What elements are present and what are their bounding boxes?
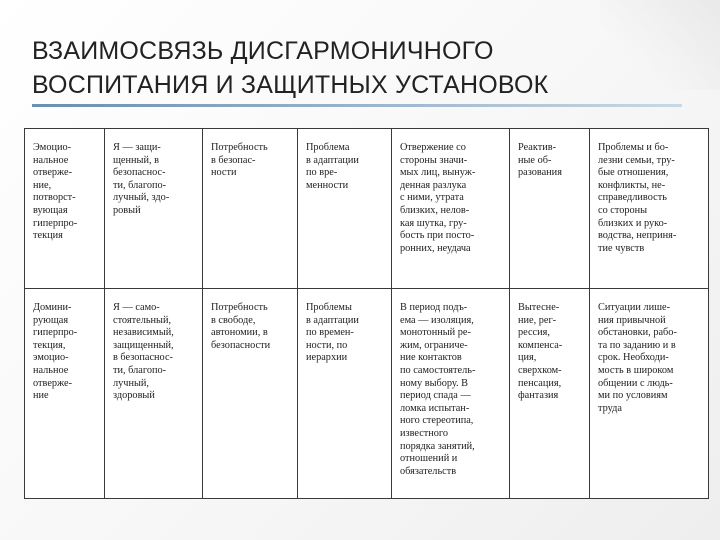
table-cell (392, 129, 510, 289)
slide-title-line-1: ВЗАИМОСВЯЗЬ ДИСГАРМОНИЧНОГО (32, 37, 494, 65)
table-cell (203, 289, 298, 499)
cell-text: Проблемы и бо- лезни семьи, тру- бые отношения, конфликты, не- справедливость со стороны близких и руко- водства, неприня- тие чувств (598, 142, 677, 254)
slide-title (32, 34, 692, 102)
cell-text: Вытесне- ние, рег- рессия, компенса- ция, сверхком- пенсация, фантазия (518, 302, 563, 402)
cell-text: Потребность в безопас- ности (211, 142, 268, 179)
table-row (25, 289, 709, 499)
slide-title-line-2: ВОСПИТАНИЯ И ЗАЩИТНЫХ УСТАНОВОК (32, 71, 549, 99)
table-cell (25, 289, 105, 499)
cell-text: Я — защи- щенный, в безопаснос- ти, благопо- лучный, здо- ровый (113, 142, 170, 216)
cell-text: Проблемы в адаптации по времен- ности, по иерархии (306, 302, 359, 364)
table-cell (298, 129, 392, 289)
table-cell (298, 289, 392, 499)
table-cell (590, 129, 709, 289)
table-cell (105, 289, 203, 499)
table-cell (203, 129, 298, 289)
cell-text: Эмоцио- нальное отверже- ние, потворст- вующая гиперпро- текция (33, 142, 78, 242)
table-cell (105, 129, 203, 289)
cell-text: Реактив- ные об- разования (518, 142, 562, 179)
cell-text: Отвержение со стороны значи- мых лиц, вынуж- денная разлука с ними, утрата близких, нелов- кая шутка, гру- бость при посто- ронних, неудача (400, 142, 476, 254)
table-cell (590, 289, 709, 499)
table-cell (392, 289, 510, 499)
cell-text: Проблема в адаптации по вре- менности (306, 142, 359, 191)
title-underline (32, 104, 682, 107)
table-cell (25, 129, 105, 289)
cell-text: Домини- рующая гиперпро- текция, эмоцио- нальное отверже- ние (33, 302, 78, 402)
table-cell (510, 289, 590, 499)
cell-text: Ситуации лише- ния привычной обстановки, рабо- та по заданию и в срок. Необходи- мость в широком общении с людь- ми по условиям труда (598, 302, 677, 414)
cell-text: Я — само- стоятельный, независимый, защищенный, в безопаснос- ти, благопо- лучный, здоровый (113, 302, 174, 402)
cell-text: В период подъ- ема — изоляция, монотонный ре- жим, ограниче- ние контактов по самостоятель- ному выбору. В период спада — ломка испытан- ного стереотипа, известного порядка занятий, отношений и обязательств (400, 302, 476, 477)
cell-text: Потребность в свободе, автономии, в безопасности (211, 302, 271, 351)
defense-settings-table (24, 128, 709, 499)
table-row (25, 129, 709, 289)
table-cell (510, 129, 590, 289)
